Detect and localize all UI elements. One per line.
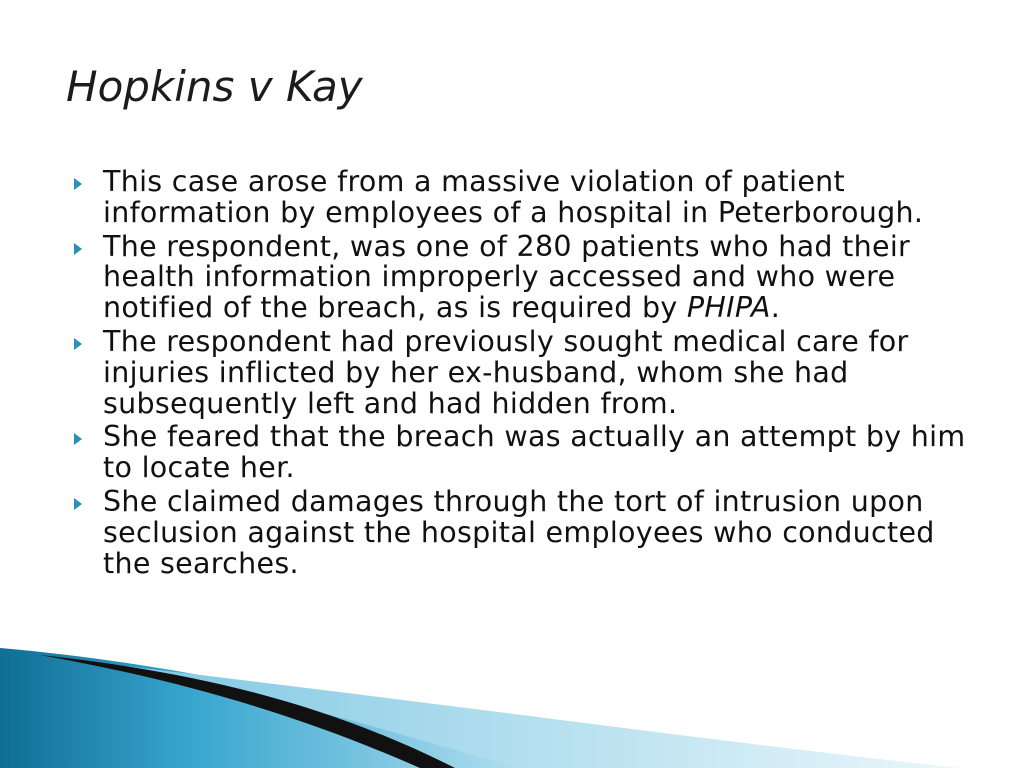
bullet-list <box>72 167 972 582</box>
act-name: PHIPA <box>686 291 771 325</box>
bullet-suffix: . <box>770 291 781 325</box>
bullet-text: This case arose from a massive violation of patient information by employees of a hospital in Peterborough. <box>103 165 924 229</box>
bullet-arrow-icon <box>74 433 82 445</box>
bullet-item <box>72 484 972 580</box>
bullet-item <box>72 167 972 229</box>
bullet-text: She claimed damages through the tort of intrusion upon seclusion against the hospital employees who conducted the searches. <box>103 484 935 580</box>
bullet-item <box>72 229 972 325</box>
bullet-arrow-icon <box>74 178 82 190</box>
bullet-item <box>72 324 972 420</box>
bullet-arrow-icon <box>74 338 82 350</box>
decorative-swoosh <box>0 600 1024 768</box>
bullet-item <box>72 422 972 484</box>
bullet-arrow-icon <box>74 243 82 255</box>
bullet-text: She feared that the breach was actually an attempt by him to locate her. <box>103 420 966 485</box>
slide-title: Hopkins v Kay <box>66 62 363 111</box>
bullet-text: The respondent had previously sought medical care for injuries inflicted by her ex-husband, whom she had subsequently left and had hidden from. <box>103 324 909 420</box>
bullet-text: The respondent, was one of 280 patients who had their health information improperly accessed and who were notified of the breach, as is required by <box>103 229 911 325</box>
bullet-arrow-icon <box>74 498 82 510</box>
